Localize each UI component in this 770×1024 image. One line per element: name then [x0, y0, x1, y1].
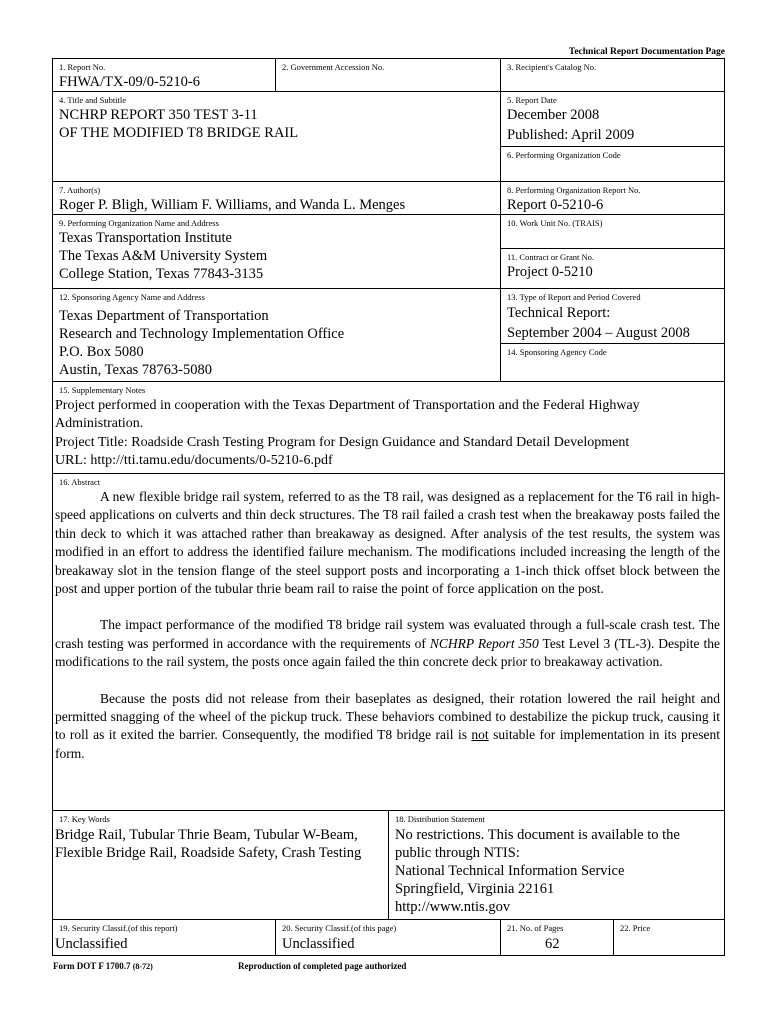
form-number: Form DOT F 1700.7 (8-72) — [53, 961, 153, 971]
key-words-line-1: Bridge Rail, Tubular Thrie Beam, Tubular W-Beam, — [55, 827, 358, 843]
supplementary-line-1: Project performed in cooperation with the Texas Department of Transportation and the Federal Highway Administration. — [55, 398, 640, 432]
report-no-value: FHWA/TX-09/0-5210-6 — [59, 74, 200, 90]
nchrp-report-italic: NCHRP Report 350 — [429, 635, 539, 651]
security-page-value: Unclassified — [282, 936, 355, 952]
distribution-line-3: National Technical Information Service — [395, 863, 625, 879]
security-report-value: Unclassified — [55, 936, 128, 952]
perf-org-line-3: College Station, Texas 77843-3135 — [59, 266, 264, 282]
sponsor-code-cell — [500, 343, 725, 382]
report-type-line-2: September 2004 – August 2008 — [507, 325, 690, 341]
key-words-line-2: Flexible Bridge Rail, Roadside Safety, Crash Testing — [55, 845, 362, 861]
pages-cell — [500, 919, 614, 956]
perf-org-report-cell — [500, 181, 725, 215]
perf-org-report-label: 8. Performing Organization Report No. — [507, 185, 641, 195]
perf-org-code-label: 6. Performing Organization Code — [507, 150, 621, 160]
sponsor-code-label: 14. Sponsoring Agency Code — [507, 347, 607, 357]
not-underlined: not — [471, 727, 489, 743]
title-line-2: OF THE MODIFIED T8 BRIDGE RAIL — [59, 125, 299, 141]
perf-org-line-2: The Texas A&M University System — [59, 248, 268, 264]
authors-cell — [52, 181, 501, 215]
pages-label: 21. No. of Pages — [507, 923, 564, 933]
contract-value: Project 0-5210 — [507, 264, 593, 280]
report-type-line-1: Technical Report: — [507, 305, 611, 321]
report-date-cell — [500, 91, 725, 147]
contract-label: 11. Contract or Grant No. — [507, 252, 595, 262]
security-page-label: 20. Security Classif.(of this page) — [282, 923, 397, 933]
work-unit-label: 10. Work Unit No. (TRAIS) — [507, 218, 603, 228]
security-report-label: 19. Security Classif.(of this report) — [59, 923, 178, 933]
perf-org-report-value: Report 0-5210-6 — [507, 197, 604, 213]
abstract-paragraph-2: The impact performance of the modified T8 bridge rail system was evaluated through a full-scale crash test. The crash testing was performed in accordance with the requirements of NCHRP Report 350 Test Level 3 (TL-3). Despite the modifications to the rail system, the posts once again failed the thin concrete deck prior to breakaway activation. — [55, 617, 721, 670]
distribution-line-5: http://www.ntis.gov — [395, 899, 511, 915]
perf-org-name-label: 9. Performing Organization Name and Address — [59, 218, 219, 228]
perf-org-code-cell — [500, 146, 725, 182]
form-title: Technical Report Documentation Page — [568, 47, 725, 57]
contract-cell — [500, 248, 725, 289]
abstract-label: 16. Abstract — [59, 477, 101, 487]
gov-accession-cell — [275, 58, 501, 92]
report-type-label: 13. Type of Report and Period Covered — [507, 292, 641, 302]
report-no-label: 1. Report No. — [59, 62, 106, 72]
sponsor-label: 12. Sponsoring Agency Name and Address — [59, 292, 205, 302]
sponsor-line-2: Research and Technology Implementation Office — [59, 326, 345, 342]
distribution-line-2: public through NTIS: — [395, 845, 520, 861]
sponsor-line-4: Austin, Texas 78763-5080 — [59, 362, 212, 378]
sponsor-line-3: P.O. Box 5080 — [59, 344, 144, 360]
key-words-cell — [52, 810, 389, 920]
sponsor-cell — [52, 288, 501, 382]
report-type-cell — [500, 288, 725, 344]
supplementary-line-2: Project Title: Roadside Crash Testing Program for Design Guidance and Standard Detail Development — [55, 434, 630, 450]
distribution-line-1: No restrictions. This document is available to the — [395, 827, 680, 843]
title-line-1: NCHRP REPORT 350 TEST 3-11 — [59, 107, 258, 123]
supplementary-label: 15. Supplementary Notes — [59, 385, 146, 395]
report-date-line-1: December 2008 — [507, 107, 600, 123]
report-no-cell — [52, 58, 276, 92]
price-cell — [613, 919, 725, 956]
authors-value: Roger P. Bligh, William F. Williams, and Wanda L. Menges — [59, 197, 406, 213]
authors-label: 7. Author(s) — [59, 185, 101, 195]
security-report-cell — [52, 919, 276, 956]
sponsor-line-1: Texas Department of Transportation — [59, 308, 269, 324]
perf-org-line-1: Texas Transportation Institute — [59, 230, 232, 246]
work-unit-cell — [500, 214, 725, 249]
title-label: 4. Title and Subtitle — [59, 95, 127, 105]
pages-value: 62 — [545, 936, 560, 952]
distribution-label: 18. Distribution Statement — [395, 814, 485, 824]
supplementary-cell — [52, 381, 725, 474]
security-page-cell — [275, 919, 501, 956]
price-label: 22. Price — [620, 923, 651, 933]
abstract-paragraph-1: A new flexible bridge rail system, referred to as the T8 rail, was designed as a replacement for the T6 rail in high-speed applications on culverts and thin deck structures. The T8 rail failed a crash test when the breakaway posts failed the thin deck to which it was attached rather than breakaway as designed. After analysis of the test results, the system was modified in an effort to address the identified failure mechanism. The modifications included increasing the length of the breakaway slot in the tension flange of the steel support posts and incorporating a 1-inch thick offset block between the post and upper portion of the tubular thrie beam rail to raise the point of force application on the post. — [55, 489, 720, 597]
distribution-cell — [388, 810, 725, 920]
gov-accession-label: 2. Government Accession No. — [282, 62, 385, 72]
reproduction-note: Reproduction of completed page authorized — [238, 961, 407, 971]
title-cell — [52, 91, 501, 182]
key-words-label: 17. Key Words — [59, 814, 110, 824]
abstract-paragraph-3: Because the posts did not release from their baseplates as designed, their rotation lowered the rail height and permitted snagging of the wheel of the pickup truck. These behaviors combined to destabilize the pickup truck, causing it to roll as it exited the barrier. Consequently, the modified T8 bridge rail is not suitable for implementation in its present form. — [55, 690, 720, 761]
abstract-cell — [52, 473, 725, 811]
recipient-catalog-cell — [500, 58, 725, 92]
report-date-label: 5. Report Date — [507, 95, 557, 105]
report-date-line-2: Published: April 2009 — [507, 127, 635, 143]
supplementary-line-3: URL: http://tti.tamu.edu/documents/0-5210-6.pdf — [55, 453, 333, 469]
perf-org-name-cell — [52, 214, 501, 289]
recipient-catalog-label: 3. Recipient's Catalog No. — [507, 62, 597, 72]
distribution-line-4: Springfield, Virginia 22161 — [395, 881, 555, 897]
